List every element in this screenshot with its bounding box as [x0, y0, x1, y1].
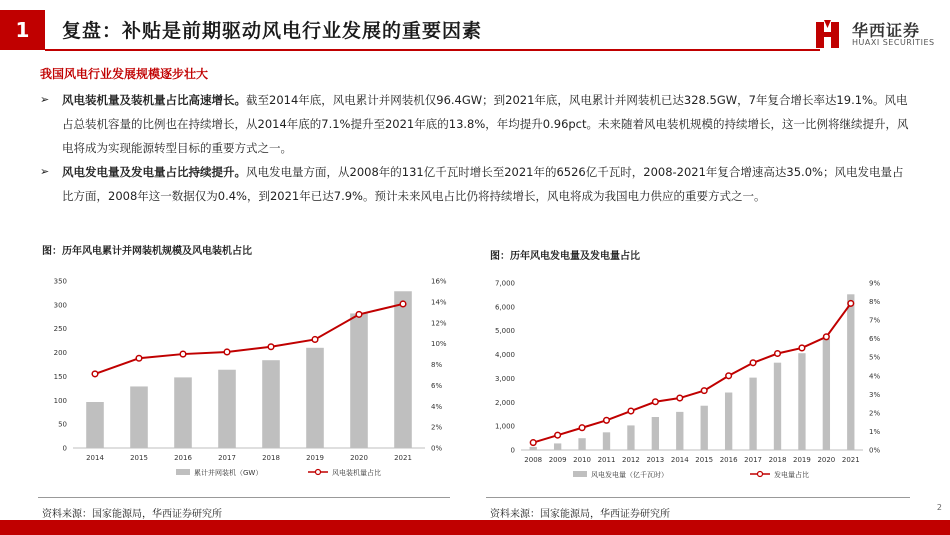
- bar: [627, 425, 634, 450]
- huaxi-logo-icon: [814, 18, 844, 50]
- bar: [350, 313, 368, 448]
- bar: [603, 432, 610, 450]
- company-logo: [814, 14, 944, 54]
- x-tick-label: 2011: [597, 456, 616, 464]
- figure-2-source: 资料来源：国家能源局，华西证券研究所: [490, 509, 670, 520]
- section-subtitle: 我国风电行业发展规模逐步壮大: [40, 67, 209, 81]
- bar: [262, 360, 280, 448]
- bar: [823, 339, 830, 450]
- y-left-tick-label: 1,000: [494, 422, 515, 431]
- legend-line-marker: [316, 470, 321, 475]
- y-left-tick-label: 2,000: [494, 398, 515, 407]
- line-point: [92, 371, 98, 377]
- figure-1-title: 图：历年风电累计并网装机规模及风电装机占比: [42, 246, 252, 257]
- legend-line-label: 风电装机量占比: [332, 469, 381, 477]
- y-right-tick-label: 7%: [869, 316, 881, 325]
- bar: [774, 363, 781, 450]
- line-point: [824, 334, 830, 340]
- y-left-tick-label: 0: [62, 444, 67, 453]
- footer-bar: [0, 520, 950, 535]
- power-generation-chart: [485, 268, 915, 490]
- x-tick-label: 2020: [350, 454, 368, 462]
- bar: [394, 291, 412, 448]
- y-right-tick-label: 6%: [869, 335, 881, 344]
- bullet-item: [40, 160, 910, 208]
- y-right-tick-label: 14%: [431, 298, 447, 307]
- bullet-body: 风电发电量方面，从2008年的131亿千瓦时增长至2021年的6526亿千瓦时，2008-2021年复合增速高达35.0%；风电发电量占比方面，2008年这一数据仅为0.4%，到2021年已达7.9%。预计未来风电占比仍将持续增长，风电将成为我国电力供应的重要方式之一。: [62, 165, 904, 203]
- bar: [578, 438, 585, 450]
- bar: [652, 417, 659, 450]
- bullet-text: [62, 160, 910, 208]
- line-point: [530, 440, 536, 446]
- x-tick-label: 2015: [695, 456, 714, 464]
- section-number-badge: 1: [0, 10, 45, 50]
- y-right-tick-label: 8%: [431, 361, 443, 369]
- source-divider: [38, 497, 450, 498]
- logo-english-text: HUAXI SECURITIES: [852, 38, 935, 47]
- y-right-tick-label: 0%: [431, 444, 443, 453]
- line-point: [677, 395, 683, 401]
- figure-2-title: 图：历年风电发电量及发电量占比: [490, 251, 640, 262]
- bullet-text: [62, 88, 910, 160]
- y-left-tick-label: 100: [53, 396, 67, 405]
- line-point: [848, 301, 854, 307]
- y-left-tick-label: 5,000: [494, 327, 515, 336]
- line-point: [555, 432, 561, 438]
- bar: [174, 377, 192, 448]
- line-point: [400, 301, 406, 307]
- y-right-tick-label: 2%: [431, 423, 443, 432]
- line-point: [224, 349, 230, 355]
- line-point: [180, 351, 186, 357]
- page-title: 复盘：补贴是前期驱动风电行业发展的重要因素: [62, 20, 483, 42]
- line-point: [799, 345, 805, 351]
- y-right-tick-label: 9%: [869, 279, 881, 288]
- y-right-tick-label: 1%: [869, 427, 881, 436]
- arrow-bullet-icon: ➢: [40, 93, 50, 106]
- line-point: [701, 388, 707, 394]
- arrow-bullet-icon: ➢: [40, 165, 50, 178]
- legend-bar-label: 累计并网装机（GW）: [194, 469, 263, 477]
- x-tick-label: 2012: [622, 456, 640, 464]
- y-right-tick-label: 4%: [431, 402, 443, 411]
- installed-capacity-chart: [38, 262, 458, 487]
- bullet-lead: 风电装机量及装机量占比高速增长。: [62, 93, 246, 107]
- y-left-tick-label: 3,000: [494, 374, 515, 383]
- y-left-tick-label: 200: [53, 349, 67, 358]
- y-left-tick-label: 50: [58, 420, 67, 429]
- y-right-tick-label: 12%: [431, 319, 447, 328]
- legend-line-marker: [758, 472, 763, 477]
- figure-1-source: 资料来源：国家能源局，华西证券研究所: [42, 509, 222, 520]
- y-left-tick-label: 7,000: [494, 279, 515, 288]
- legend-bar-label: 风电发电量（亿千瓦时）: [591, 471, 668, 479]
- bullet-lead: 风电发电量及发电量占比持续提升。: [62, 165, 246, 179]
- source-divider: [486, 497, 910, 498]
- bar: [847, 294, 854, 450]
- y-right-tick-label: 2%: [869, 409, 881, 418]
- x-tick-label: 2009: [548, 456, 567, 464]
- line-point: [268, 344, 274, 350]
- y-left-tick-label: 150: [53, 372, 67, 381]
- x-tick-label: 2014: [86, 454, 104, 462]
- y-right-tick-label: 0%: [869, 446, 881, 455]
- header-divider: [45, 49, 820, 51]
- y-right-tick-label: 10%: [431, 340, 447, 349]
- x-tick-label: 2019: [306, 454, 324, 462]
- legend-line-label: 发电量占比: [774, 471, 809, 479]
- x-tick-label: 2018: [768, 456, 787, 464]
- bullet-list: [40, 88, 910, 208]
- legend-bar-swatch: [176, 469, 190, 475]
- line-point: [356, 312, 362, 318]
- bar: [798, 353, 805, 450]
- bar: [725, 393, 732, 450]
- y-right-tick-label: 4%: [869, 372, 881, 381]
- y-left-tick-label: 6,000: [494, 303, 515, 312]
- line-point: [579, 425, 585, 431]
- legend-bar-swatch: [573, 471, 587, 477]
- line-point: [775, 351, 781, 357]
- y-right-tick-label: 3%: [869, 390, 881, 399]
- x-tick-label: 2015: [130, 454, 148, 462]
- bar: [676, 412, 683, 450]
- x-tick-label: 2021: [841, 456, 860, 464]
- y-left-tick-label: 350: [53, 277, 67, 286]
- x-tick-label: 2019: [793, 456, 811, 464]
- bar: [749, 378, 756, 450]
- y-left-tick-label: 4,000: [494, 351, 515, 360]
- bullet-body: 截至2014年底，风电累计并网装机仅96.4GW；到2021年底，风电累计并网装机已达328.5GW，7年复合增长率达19.1%。风电占总装机容量的比例也在持续增长，从2014年底的7.1%提升至2021年底的13.8%，年均提升0.96pct。未来随着风电装机规模的持续增长，这一比例将继续提升，风电将成为实现能源转型目标的重要方式之一。: [62, 93, 909, 155]
- x-tick-label: 2020: [817, 456, 836, 464]
- bar: [554, 443, 561, 450]
- x-tick-label: 2017: [744, 456, 762, 464]
- y-right-tick-label: 8%: [869, 298, 881, 307]
- line-point: [750, 360, 756, 366]
- x-tick-label: 2016: [719, 456, 738, 464]
- y-right-tick-label: 5%: [869, 353, 881, 362]
- bar: [130, 386, 148, 448]
- bar: [218, 370, 236, 448]
- line-point: [312, 337, 318, 343]
- bar: [530, 447, 537, 450]
- x-tick-label: 2018: [262, 454, 280, 462]
- bar: [701, 406, 708, 450]
- x-tick-label: 2010: [573, 456, 591, 464]
- y-left-tick-label: 250: [53, 325, 67, 334]
- y-left-tick-label: 0: [510, 446, 515, 455]
- x-tick-label: 2008: [524, 456, 543, 464]
- y-left-tick-label: 300: [53, 301, 67, 310]
- line-point: [136, 355, 142, 361]
- line-point: [604, 418, 610, 424]
- line-point: [628, 408, 634, 414]
- page-number: 2: [936, 503, 942, 512]
- y-right-tick-label: 16%: [431, 277, 447, 286]
- x-tick-label: 2016: [174, 454, 192, 462]
- x-tick-label: 2021: [394, 454, 412, 462]
- x-tick-label: 2014: [670, 456, 689, 464]
- bullet-item: [40, 88, 910, 160]
- x-tick-label: 2013: [646, 456, 665, 464]
- logo-chinese-text: 华西证券: [852, 21, 921, 40]
- line-point: [653, 399, 659, 405]
- line-point: [726, 373, 732, 379]
- y-right-tick-label: 6%: [431, 381, 443, 390]
- bar: [86, 402, 104, 448]
- x-tick-label: 2017: [218, 454, 236, 462]
- bar: [306, 348, 324, 448]
